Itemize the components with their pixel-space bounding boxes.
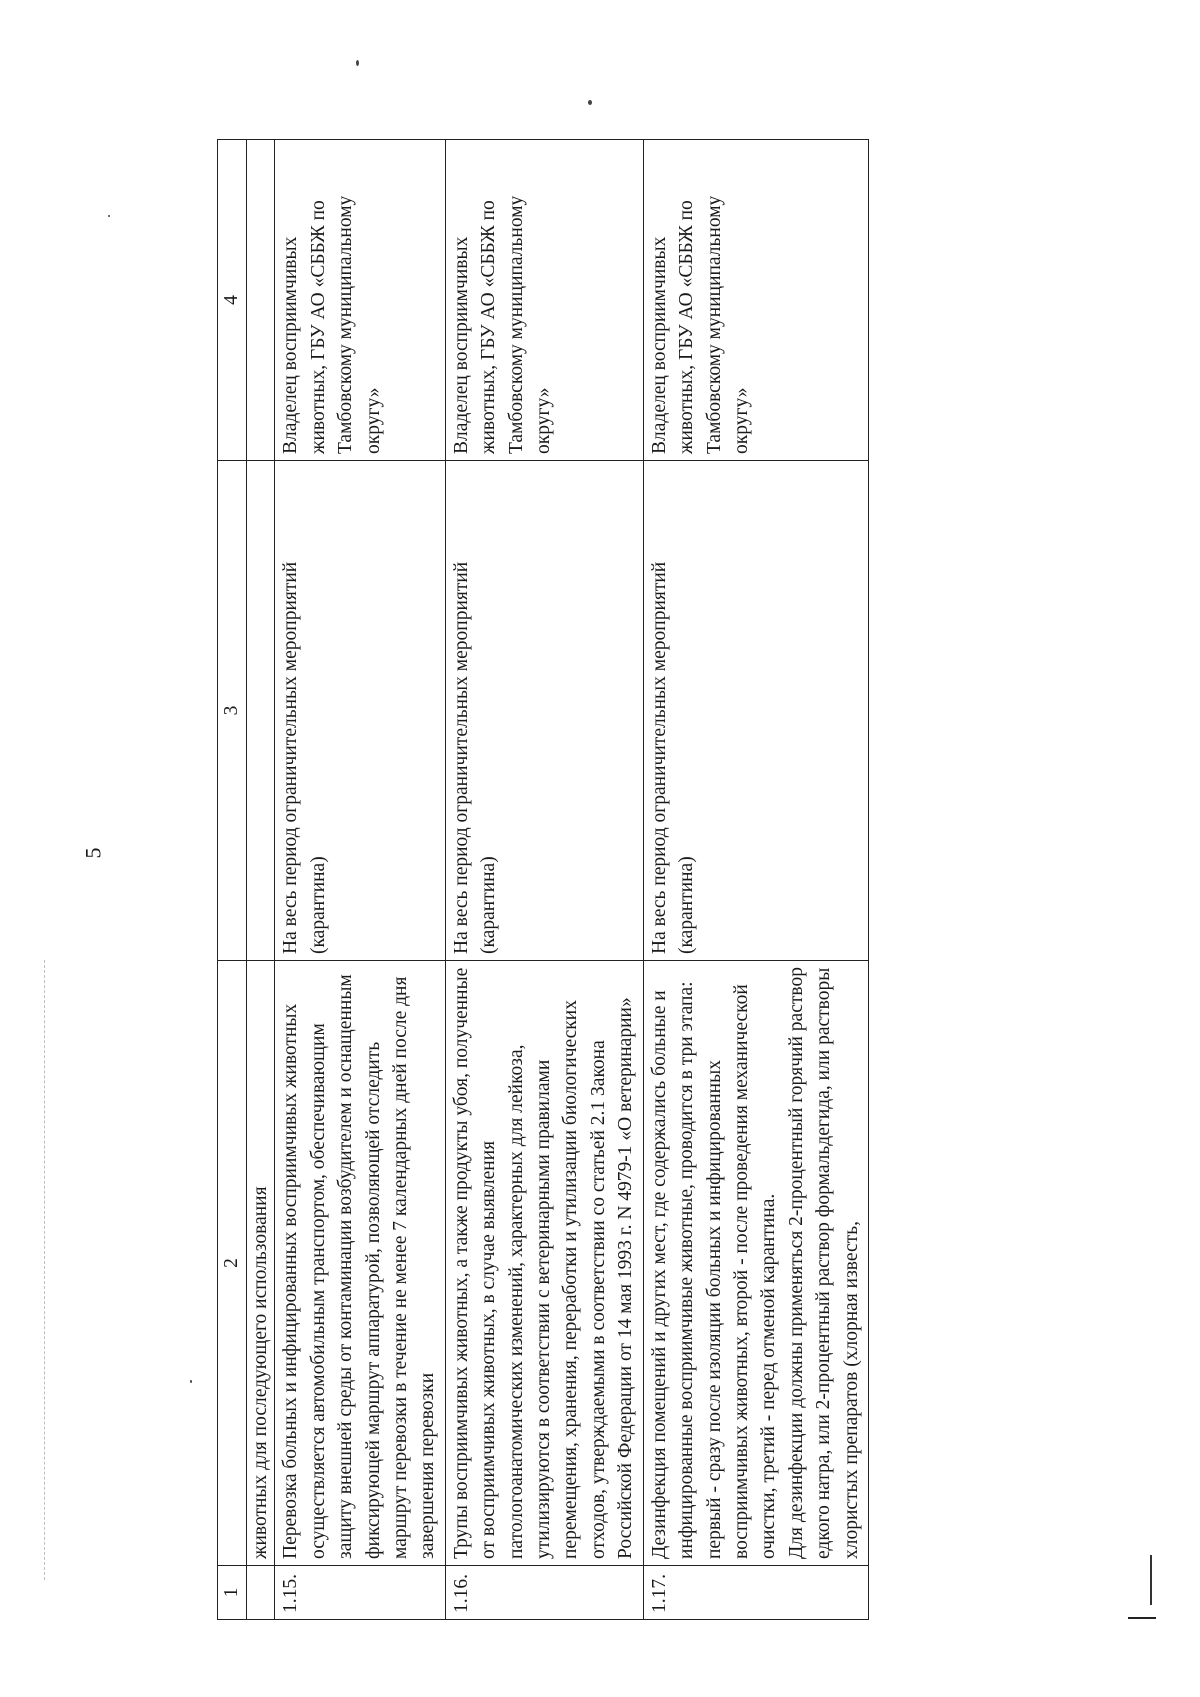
scan-speck [588,100,592,105]
table-header-row [218,140,247,1620]
measure-text: Трупы восприимчивых животных, а также продукты убоя, полученные от восприимчивых животных, в случае выявления патологоанатомических изменений, характерных для лейкоза, утилизируются в соответствии с ветеринарными правилами перемещения, хранения, переработки и утилизации биологических отходов, утверждаемыми в соответствии со статьей 2.1 Закона Российской Федерации от 14 мая 1993 г. N 4979-1 «О ветеринарии» [445,961,643,1566]
scan-speck [108,215,110,217]
responsible-text: Владелец восприимчивых животных, ГБУ АО «СББЖ по Тамбовскому муниципальному округу» [275,140,445,461]
scan-mark [1128,1617,1156,1619]
row-number: 1.16. [445,1566,643,1620]
header-cell: 1 [218,1566,247,1620]
table-row-continuation [247,140,275,1620]
row-number-cell [247,1566,275,1620]
table-row [445,140,643,1620]
scan-mark [1150,1555,1152,1605]
header-cell: 4 [218,140,247,461]
scan-speck [356,60,359,66]
period-text: На весь период ограничительных мероприятий (карантина) [643,461,868,961]
rotated-table-container [217,140,1113,1620]
measure-text: Перевозка больных и инфицированных восприимчивых животных осуществляется автомобильным транспортом, обеспечивающим защиту внешней среды от контаминации возбудителем и оснащенным фиксирующей маршрут аппаратурой, позволяющей отследить маршрут перевозки в течение не менее 7 календарных дней после дня завершения перевозки [275,961,445,1566]
header-cell: 3 [218,461,247,961]
measure-text: Дезинфекция помещений и других мест, где содержались больные и инфицированные восприимчивые животные, проводится в три этапа: первый - сразу после изоляции больных и инфицированных восприимчивых животных, второй - после проведения механической очистки, третий - перед отменой карантина. [648,981,780,1559]
responsible-text: Владелец восприимчивых животных, ГБУ АО «СББЖ по Тамбовскому муниципальному округу» [643,140,868,461]
scan-edge-line [44,960,45,1580]
responsible-text: Владелец восприимчивых животных, ГБУ АО «СББЖ по Тамбовскому муниципальному округу» [445,140,643,461]
table-row [643,140,868,1620]
period-text: На весь период ограничительных мероприятий (карантина) [445,461,643,961]
header-cell: 2 [218,961,247,1566]
measure-cell [643,961,868,1566]
row-number: 1.15. [275,1566,445,1620]
page-number: 5 [80,847,106,859]
table-row [275,140,445,1620]
period-cell [247,461,275,961]
continuation-text: животных для последующего использования [247,961,275,1566]
scan-speck [190,1380,192,1383]
measures-table [217,139,869,1620]
measure-extra-text: Для дезинфекции должны применяться 2-процентный горячий раствор едкого натра, или 2-процентный раствор формальдегида, или растворы хлористых препаратов (хлорная известь, [785,967,862,1559]
row-number: 1.17. [643,1566,868,1620]
period-text: На весь период ограничительных мероприятий (карантина) [275,461,445,961]
responsible-cell [247,140,275,461]
